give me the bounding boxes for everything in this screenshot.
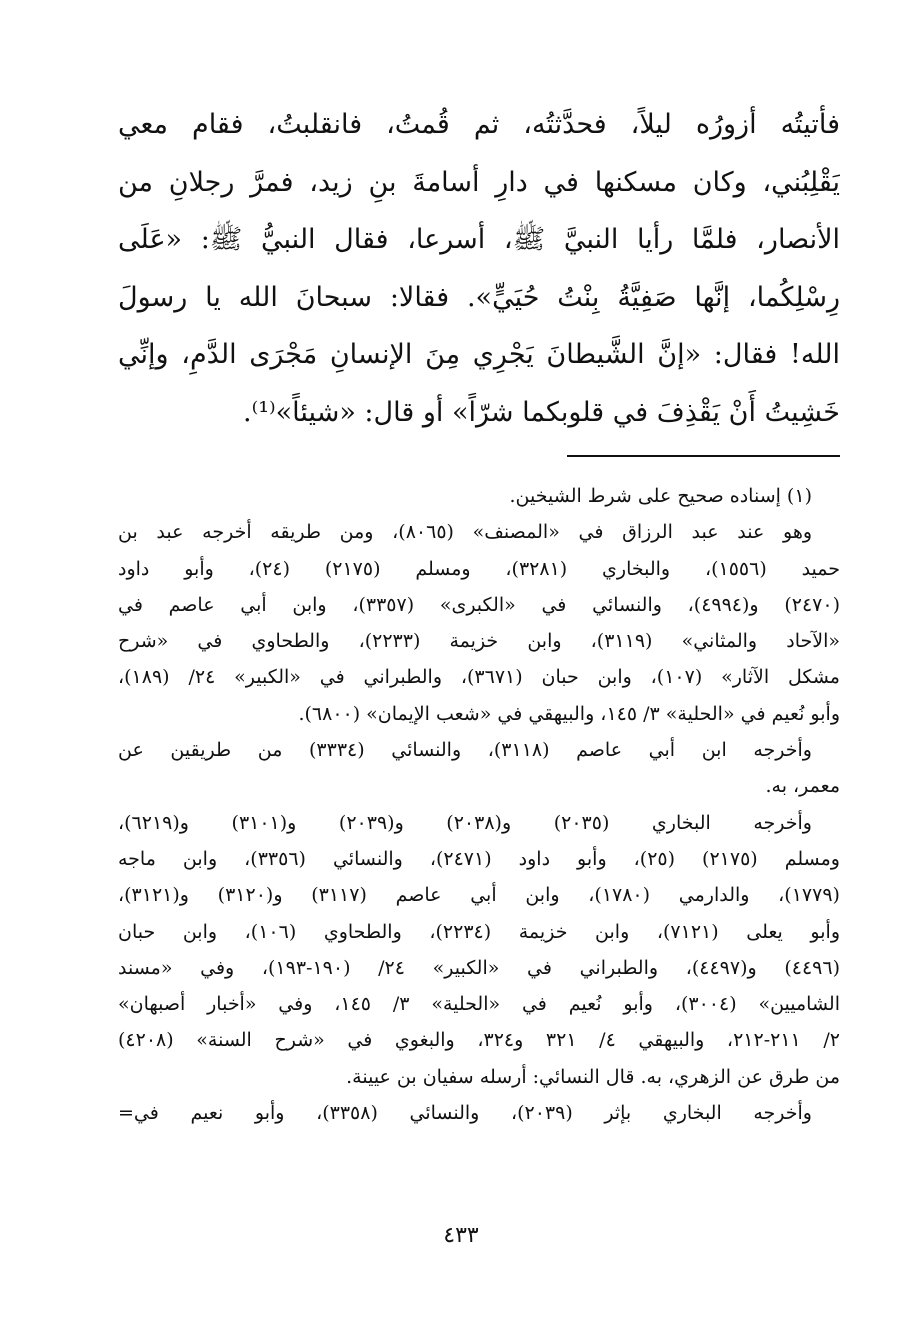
footnote-line: من طرق عن الزهري، به. قال النسائي: أرسله سفيان بن عيينة.	[346, 1065, 840, 1088]
footnote-line: وهو عند عبد الرزاق في «المصنف» (٨٠٦٥)، ومن طريقه أخرجه عبد بن	[118, 521, 813, 544]
main-text-line: فأتيتُه أزورُه ليلاً، فحدَّثتُه، ثم قُمتُ، فانقلبتُ، فقام معي	[118, 109, 840, 140]
main-text-line: رِسْلِكُما، إنَّها صَفِيَّةُ بِنْتُ حُيَيٍّ». فقالا: سبحانَ الله يا رسولَ	[118, 281, 840, 313]
footnote-line: حميد (١٥٥٦)، والبخاري (٣٢٨١)، ومسلم (٢١٧٥) (٢٤)، وأبو داود	[118, 557, 840, 580]
page-number: ٤٣٣	[443, 1223, 479, 1248]
footnote-line: ومسلم (٢١٧٥) (٢٥)، وأبو داود (٢٤٧١)، والنسائي (٣٣٥٦)، وابن ماجه	[118, 847, 840, 870]
footnote-separator-rule	[567, 455, 840, 457]
main-text-line: الله! فقال: «إنَّ الشَّيطانَ يَجْرِي مِنَ الإنسانِ مَجْرَى الدَّمِ، وإنِّي	[118, 339, 840, 370]
footnote-line: وأخرجه ابن أبي عاصم (٣١١٨)، والنسائي (٣٣٣٤) من طريقين عن	[118, 739, 812, 762]
footnotes-block	[118, 478, 840, 1131]
main-text-line: الأنصار، فلمَّا رأيا النبيَّ ﷺ، أسرعا، فقال النبيُّ ﷺ: «عَلَى	[118, 224, 840, 255]
footnote-line: ٢/ ٢١١-٢١٢، والبيهقي ٤/ ٣٢١ و٣٢٤، والبغوي في «شرح السنة» (٤٢٠٨)	[118, 1029, 840, 1052]
main-text-line: يَقْلِبُني، وكان مسكنها في دارِ أسامةَ بنِ زيد، فمرَّ رجلانِ من	[118, 166, 840, 198]
footnote-line: وأخرجه البخاري (٢٠٣٥) و(٢٠٣٨) و(٢٠٣٩) و(٣١٠١) و(٦٢١٩)،	[118, 811, 812, 834]
footnote-line: وأخرجه البخاري بإثر (٢٠٣٩)، والنسائي (٣٣٥٨)، وأبو نعيم في=	[118, 1102, 812, 1125]
footnote-line: (١) إسناده صحيح على شرط الشيخين.	[509, 485, 812, 507]
footnote-line: معمر، به.	[765, 775, 840, 798]
footnote-line: مشكل الآثار» (١٠٧)، وابن حبان (٣٦٧١)، والطبراني في «الكبير» ٢٤/ (١٨٩)،	[118, 666, 840, 689]
footnote-line: وأبو يعلى (٧١٢١)، وابن خزيمة (٢٢٣٤)، والطحاوي (١٠٦)، وابن حبان	[118, 920, 840, 943]
footnote-line: (٢٤٧٠) و(٤٩٩٤)، والنسائي في «الكبرى» (٣٣٥٧)، وابن أبي عاصم في	[118, 593, 840, 616]
footnote-line: (٤٤٩٦) و(٤٤٩٧)، والطبراني في «الكبير» ٢٤/ (١٩٠-١٩٣)، وفي «مسند	[118, 956, 840, 979]
main-text-block	[118, 96, 840, 441]
main-text-line: خَشِيتُ أَنْ يَقْذِفَ في قلوبكما شرّاً» أو قال: «شيئاً»⁽¹⁾.	[242, 396, 840, 428]
footnote-line: (١٧٧٩)، والدارمي (١٧٨٠)، وابن أبي عاصم (٣١١٧) و(٣١٢٠) و(٣١٢١)،	[118, 884, 840, 907]
footnote-line: «الآحاد والمثاني» (٣١١٩)، وابن خزيمة (٢٢٣٣)، والطحاوي في «شرح	[118, 630, 840, 653]
footnote-line: الشاميين» (٣٠٠٤)، وأبو نُعيم في «الحلية» ٣/ ١٤٥، وفي «أخبار أصبهان»	[118, 993, 840, 1016]
footnote-line: وأبو نُعيم في «الحلية» ٣/ ١٤٥، والبيهقي في «شعب الإيمان» (٦٨٠٠).	[298, 702, 840, 725]
